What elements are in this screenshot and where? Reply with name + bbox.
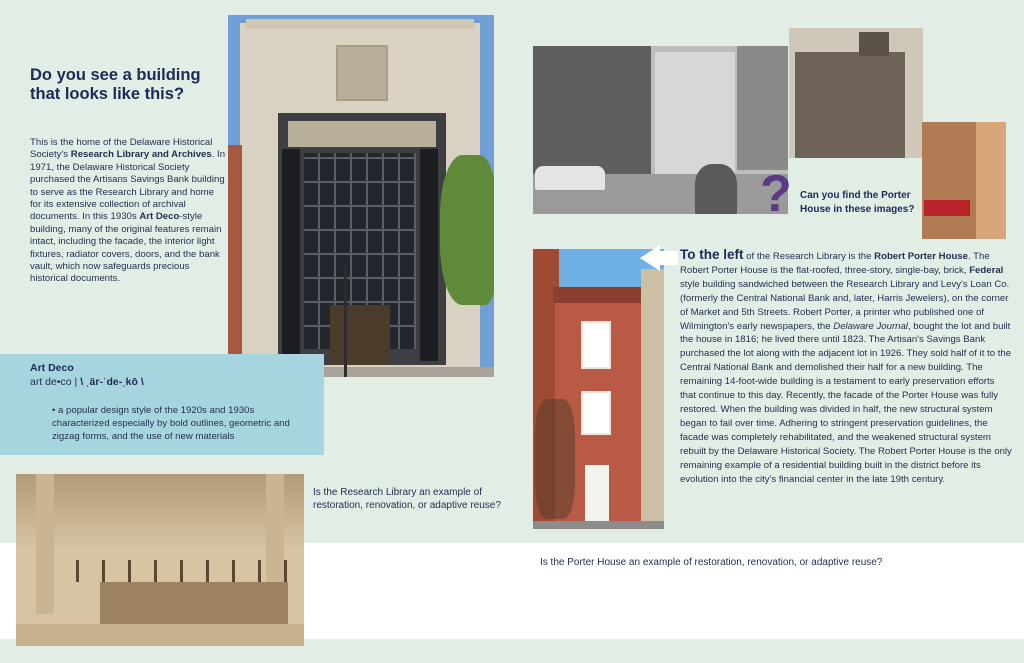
art-deco-pronunciation: art de•co | \ ˌär-ˈde-ˌkō \ xyxy=(30,376,144,388)
art-deco-definition: • a popular design style of the 1920s and 1930s characterized especially by bold outlines, geometric and zigzag forms, and the use of new materials xyxy=(52,405,290,442)
window xyxy=(581,321,611,369)
vintage-car xyxy=(535,166,605,190)
bank-interior-photo xyxy=(16,474,304,646)
art-deco-title: Art Deco xyxy=(30,362,74,374)
bank-counter xyxy=(100,582,288,630)
building-seal xyxy=(336,45,388,101)
pedestrians xyxy=(695,164,737,214)
page-heading: Do you see a building that looks like this? xyxy=(30,66,201,103)
historic-corner-photo xyxy=(789,28,923,158)
color-street-photo xyxy=(922,122,1006,239)
research-library-photo xyxy=(228,15,494,377)
intro-paragraph: This is the home of the Delaware Historical Society's Research Library and Archives. In 1971, the Delaware Historical Society purchased the Artisans Savings Bank building to serve as the Research Library and home for its extensive collection of archival documents. In this 1930s Art Deco-style building, many of the original features remain intact, including the facade, the interior light fixtures, radiator covers, doors, and the bank vault, which now safeguards precious historical documents. xyxy=(30,137,226,285)
tree xyxy=(440,155,494,305)
left-arrow-icon xyxy=(640,245,660,271)
research-library-term: Research Library and Archives xyxy=(70,149,212,161)
porter-house-paragraph: To the left of the Research Library is the Robert Porter House. The Robert Porter House is the flat-roofed, three-story, single-bay, brick, Federal style building sandwiched between the Research Library and Levy's Loan Co. (formerly the Central National Bank and, later, Harris Jewelers), on the corner of Market and 5th Streets. Robert Porter, a printer who published one of Wilmington's early newspapers, the Delaware Journal, bought the lot and built the house in 1816; he lived there until 1823. The Artisan's Savings Bank purchased the lot along with the adjacent lot in 1926. They sold half of it to the Central National Bank and demolished their half for a new building. The remaining 14-foot-wide building is a testament to early preservation efforts that continue to this day. Recently, the facade of the Porter House was fully restored. When the building was divided in half, the new structural system began to fail over time. Adhering to stringent preservation guidelines, the facade was completely rehabilitated, and the weakened structural system rebuilt by the Delaware Historical Society. The Robert Porter House is the only remaining example of a residential building built in the district before its evolution into the city's financial center in the late 19th century. xyxy=(680,247,1012,485)
question-porter-house: Is the Porter House an example of restoration, renovation, or adaptive reuse? xyxy=(540,557,883,568)
street-lamp xyxy=(344,265,347,377)
question-research-library: Is the Research Library an example of restoration, renovation, or adaptive reuse? xyxy=(313,487,501,511)
historic-street-photo xyxy=(533,46,788,214)
window xyxy=(581,391,611,435)
porter-house-photo xyxy=(533,249,664,529)
art-deco-term: Art Deco xyxy=(139,211,180,223)
question-mark-icon: ? xyxy=(760,165,792,223)
find-porter-prompt: Can you find the Porter House in these images? xyxy=(800,190,915,215)
porter-lead: To the left xyxy=(680,247,744,262)
door xyxy=(585,465,609,521)
tree xyxy=(535,399,575,519)
building-door xyxy=(330,305,390,365)
